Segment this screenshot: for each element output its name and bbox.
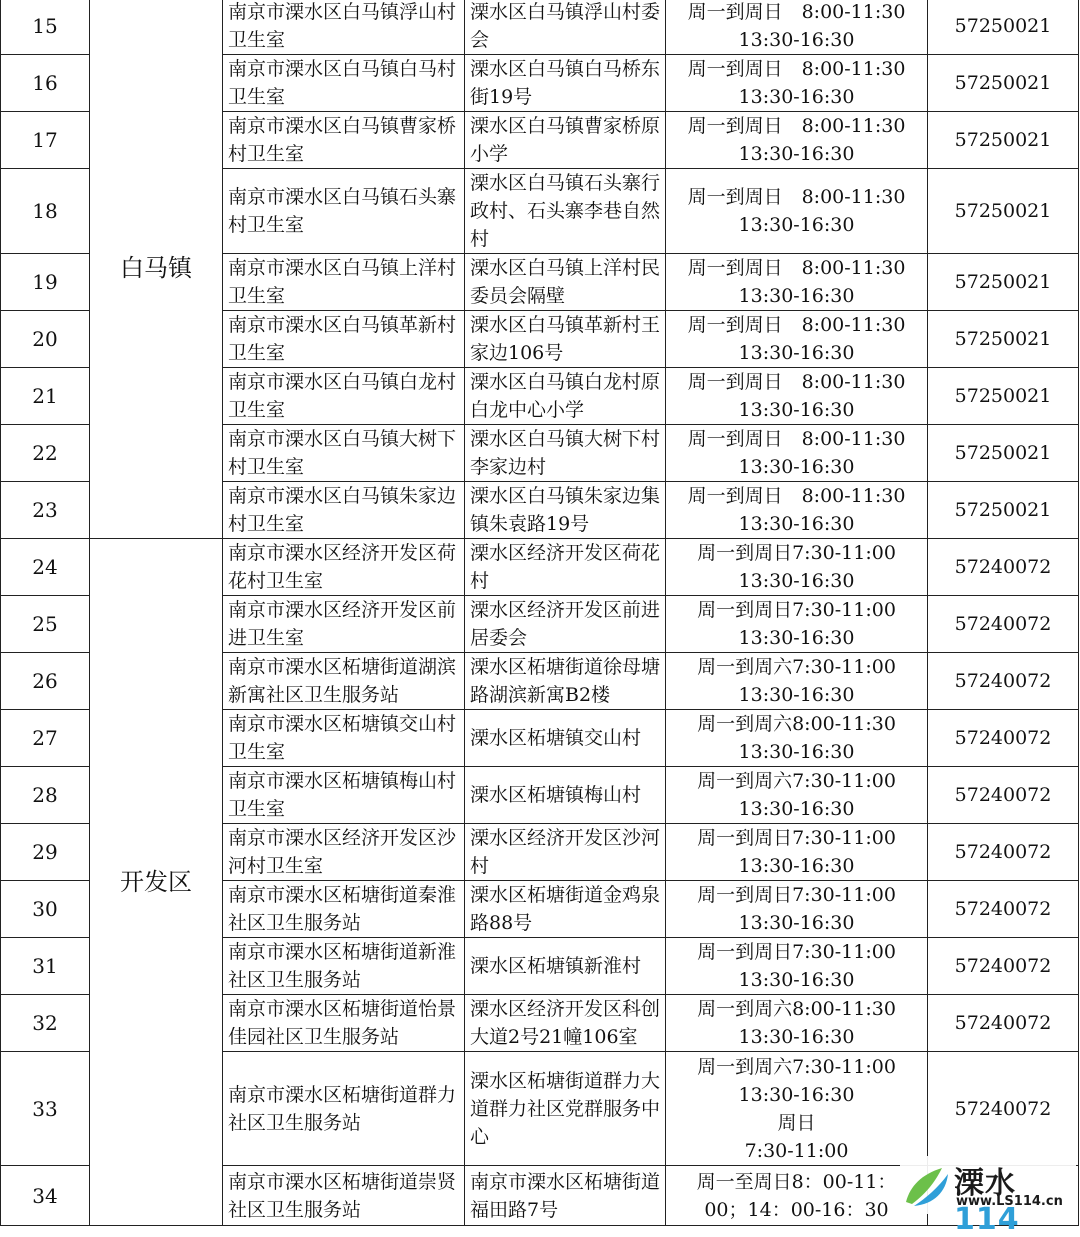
hours-line: 周一到周六8:00-11:30	[697, 713, 896, 735]
row-number: 17	[1, 112, 90, 169]
hours-line: 13:30-16:30	[738, 1026, 855, 1048]
clinic-address: 溧水区白马镇大树下村李家边村	[465, 425, 666, 482]
opening-hours	[666, 938, 928, 995]
clinic-address: 溧水区经济开发区荷花村	[465, 539, 666, 596]
phone-number: 57250021	[928, 425, 1079, 482]
clinic-name: 南京市溧水区白马镇浮山村卫生室	[223, 0, 465, 55]
phone-number: 57240072	[928, 938, 1079, 995]
opening-hours	[666, 169, 928, 254]
clinic-address: 溧水区柘塘街道群力大道群力社区党群服务中心	[465, 1052, 666, 1166]
hours-line: 周一到周日 8:00-11:30	[687, 186, 906, 208]
opening-hours	[666, 368, 928, 425]
hours-line: 周一到周六7:30-11:00	[697, 770, 896, 792]
clinic-name: 南京市溧水区柘塘街道怡景佳园社区卫生服务站	[223, 995, 465, 1052]
watermark-brand: 溧水114	[954, 1166, 1020, 1237]
hours-line: 13:30-16:30	[738, 285, 855, 307]
opening-hours	[666, 995, 928, 1052]
clinic-address: 溧水区柘塘街道徐母塘路湖滨新寓B2楼	[465, 653, 666, 710]
opening-hours	[666, 1052, 928, 1166]
hours-line: 周一到周六7:30-11:00	[697, 656, 896, 678]
hours-line: 13:30-16:30	[738, 342, 855, 364]
clinic-address: 溧水区白马镇曹家桥原小学	[465, 112, 666, 169]
hours-line: 周一到周日 8:00-11:30	[687, 115, 906, 137]
watermark-url: www.LS114.cn	[956, 1194, 1063, 1209]
opening-hours	[666, 425, 928, 482]
opening-hours	[666, 824, 928, 881]
clinic-name: 南京市溧水区柘塘街道群力社区卫生服务站	[223, 1052, 465, 1166]
phone-number: 57240072	[928, 1052, 1079, 1166]
clinic-address: 溧水区白马镇朱家边集镇朱袁路19号	[465, 482, 666, 539]
phone-number: 57240072	[928, 767, 1079, 824]
opening-hours	[666, 1166, 928, 1226]
clinic-name: 南京市溧水区柘塘街道湖滨新寓社区卫生服务站	[223, 653, 465, 710]
clinic-address: 溧水区经济开发区科创大道2号21幢106室	[465, 995, 666, 1052]
clinic-name: 南京市溧水区白马镇朱家边村卫生室	[223, 482, 465, 539]
opening-hours	[666, 767, 928, 824]
clinic-name: 南京市溧水区白马镇白马村卫生室	[223, 55, 465, 112]
clinic-name: 南京市溧水区白马镇革新村卫生室	[223, 311, 465, 368]
hours-line: 7:30-11:00	[744, 1139, 849, 1162]
phone-number: 57250021	[928, 0, 1079, 55]
row-number: 26	[1, 653, 90, 710]
opening-hours	[666, 596, 928, 653]
clinic-name: 南京市溧水区白马镇曹家桥村卫生室	[223, 112, 465, 169]
clinic-address: 溧水区白马镇浮山村委会	[465, 0, 666, 55]
row-number: 30	[1, 881, 90, 938]
row-number: 21	[1, 368, 90, 425]
town-name: 开发区	[90, 539, 223, 1226]
clinic-address: 溧水区白马镇白马桥东街19号	[465, 55, 666, 112]
hours-line: 周一到周日 8:00-11:30	[687, 428, 906, 450]
clinic-name: 南京市溧水区白马镇石头寨村卫生室	[223, 169, 465, 254]
phone-number: 57250021	[928, 254, 1079, 311]
row-number: 24	[1, 539, 90, 596]
clinic-address: 溧水区白马镇革新村王家边106号	[465, 311, 666, 368]
row-number: 15	[1, 0, 90, 55]
row-number: 33	[1, 1052, 90, 1166]
hours-line: 周一到周日7:30-11:00	[697, 884, 896, 906]
hours-line: 13:30-16:30	[738, 214, 855, 236]
row-number: 22	[1, 425, 90, 482]
phone-number: 57240072	[928, 824, 1079, 881]
clinic-address: 溧水区柘塘镇交山村	[465, 710, 666, 767]
opening-hours	[666, 254, 928, 311]
clinic-address: 溧水区经济开发区前进居委会	[465, 596, 666, 653]
hours-line: 13:30-16:30	[738, 741, 855, 763]
clinic-address: 溧水区白马镇上洋村民委员会隔壁	[465, 254, 666, 311]
phone-number: 57250021	[928, 55, 1079, 112]
hours-line: 13:30-16:30	[738, 143, 855, 165]
opening-hours	[666, 311, 928, 368]
opening-hours	[666, 55, 928, 112]
hours-line: 13:30-16:30	[738, 1083, 855, 1106]
opening-hours	[666, 112, 928, 169]
row-number: 23	[1, 482, 90, 539]
clinic-address: 溧水区白马镇白龙村原白龙中心小学	[465, 368, 666, 425]
phone-number: 57250021	[928, 169, 1079, 254]
hours-line: 13:30-16:30	[738, 969, 855, 991]
opening-hours	[666, 881, 928, 938]
phone-number: 57240072	[928, 995, 1079, 1052]
table-row	[1, 0, 1079, 55]
hours-line: 周一到周六8:00-11:30	[697, 998, 896, 1020]
clinic-address: 溧水区经济开发区沙河村	[465, 824, 666, 881]
hours-line: 周一到周日7:30-11:00	[697, 542, 896, 564]
hours-line: 00；14：00-16：30	[704, 1198, 889, 1221]
hours-line: 13:30-16:30	[738, 29, 855, 51]
table-row	[1, 539, 1079, 596]
hours-line: 13:30-16:30	[738, 399, 855, 421]
hours-line: 周一到周日 8:00-11:30	[687, 371, 906, 393]
phone-number: 57240072	[928, 653, 1079, 710]
clinic-name: 南京市溧水区柘塘镇交山村卫生室	[223, 710, 465, 767]
hours-line: 13:30-16:30	[738, 684, 855, 706]
clinic-address: 溧水区柘塘镇梅山村	[465, 767, 666, 824]
clinic-address: 南京市溧水区柘塘街道福田路7号	[465, 1166, 666, 1226]
hours-line: 周一到周日7:30-11:00	[697, 827, 896, 849]
clinic-table-body	[1, 0, 1079, 1226]
phone-number: 57240072	[928, 539, 1079, 596]
watermark-logo	[900, 1156, 1076, 1237]
row-number: 20	[1, 311, 90, 368]
opening-hours	[666, 710, 928, 767]
hours-line: 周一到周日 8:00-11:30	[687, 1, 906, 23]
opening-hours	[666, 482, 928, 539]
opening-hours	[666, 539, 928, 596]
phone-number: 57240072	[928, 881, 1079, 938]
clinic-name: 南京市溧水区白马镇大树下村卫生室	[223, 425, 465, 482]
clinic-name: 南京市溧水区经济开发区前进卫生室	[223, 596, 465, 653]
leaf-logo-icon	[900, 1158, 954, 1212]
hours-line: 13:30-16:30	[738, 456, 855, 478]
phone-number: 57250021	[928, 311, 1079, 368]
clinic-address: 溧水区白马镇石头寨行政村、石头寨李巷自然村	[465, 169, 666, 254]
row-number: 29	[1, 824, 90, 881]
row-number: 28	[1, 767, 90, 824]
row-number: 32	[1, 995, 90, 1052]
hours-line: 周一到周日7:30-11:00	[697, 941, 896, 963]
hours-line: 13:30-16:30	[738, 86, 855, 108]
clinic-name: 南京市溧水区经济开发区荷花村卫生室	[223, 539, 465, 596]
hours-line: 13:30-16:30	[738, 627, 855, 649]
clinic-address: 溧水区柘塘街道金鸡泉路88号	[465, 881, 666, 938]
hours-line: 周一到周日 8:00-11:30	[687, 314, 906, 336]
clinic-name: 南京市溧水区白马镇白龙村卫生室	[223, 368, 465, 425]
phone-number: 57250021	[928, 112, 1079, 169]
row-number: 25	[1, 596, 90, 653]
clinic-address: 溧水区柘塘镇新淮村	[465, 938, 666, 995]
clinic-name: 南京市溧水区经济开发区沙河村卫生室	[223, 824, 465, 881]
town-name: 白马镇	[90, 0, 223, 539]
hours-line: 13:30-16:30	[738, 798, 855, 820]
hours-line: 周一到周日 8:00-11:30	[687, 58, 906, 80]
row-number: 19	[1, 254, 90, 311]
hours-line: 周一至周日8：00-11：	[696, 1170, 897, 1193]
row-number: 27	[1, 710, 90, 767]
hours-line: 周日	[777, 1111, 816, 1134]
opening-hours	[666, 0, 928, 55]
clinic-name: 南京市溧水区柘塘镇梅山村卫生室	[223, 767, 465, 824]
hours-line: 周一到周日 8:00-11:30	[687, 485, 906, 507]
opening-hours	[666, 653, 928, 710]
phone-number: 57240072	[928, 710, 1079, 767]
phone-number: 57240072	[928, 596, 1079, 653]
hours-line: 13:30-16:30	[738, 513, 855, 535]
row-number: 31	[1, 938, 90, 995]
clinic-name: 南京市溧水区柘塘街道秦淮社区卫生服务站	[223, 881, 465, 938]
hours-line: 13:30-16:30	[738, 570, 855, 592]
clinic-name: 南京市溧水区柘塘街道新淮社区卫生服务站	[223, 938, 465, 995]
hours-line: 13:30-16:30	[738, 912, 855, 934]
clinic-name: 南京市溧水区柘塘街道崇贤社区卫生服务站	[223, 1166, 465, 1226]
clinic-name: 南京市溧水区白马镇上洋村卫生室	[223, 254, 465, 311]
hours-line: 周一到周六7:30-11:00	[697, 1055, 896, 1078]
hours-line: 13:30-16:30	[738, 855, 855, 877]
phone-number: 57250021	[928, 368, 1079, 425]
hours-line: 周一到周日7:30-11:00	[697, 599, 896, 621]
row-number: 16	[1, 55, 90, 112]
row-number: 18	[1, 169, 90, 254]
phone-number: 57250021	[928, 482, 1079, 539]
row-number: 34	[1, 1166, 90, 1226]
hours-line: 周一到周日 8:00-11:30	[687, 257, 906, 279]
